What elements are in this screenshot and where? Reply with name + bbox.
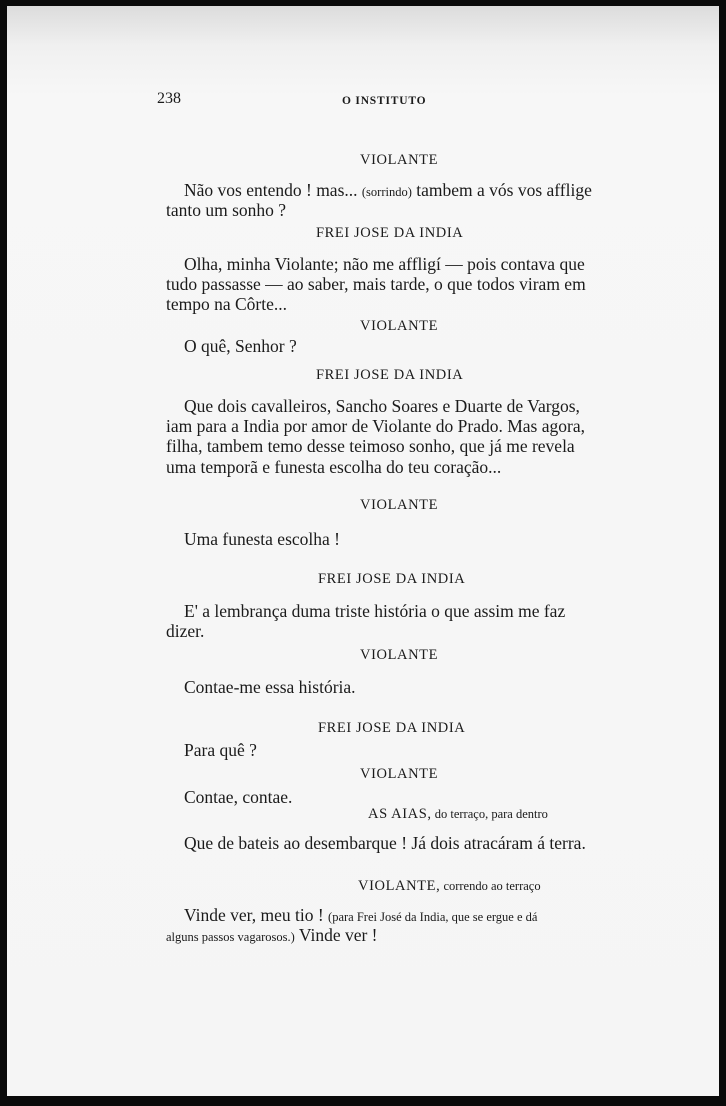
speaker-name: VIOLANTE, <box>358 878 441 894</box>
dialogue-line: O quê, Senhor ? <box>184 336 297 356</box>
dialogue-line: Uma funesta escolha ! <box>184 529 340 549</box>
speaker-name: FREI JOSE DA INDIA <box>318 571 466 587</box>
speaker-name: VIOLANTE <box>360 647 439 663</box>
speaker-name: FREI JOSE DA INDIA <box>318 720 466 736</box>
speaker-name: VIOLANTE <box>360 766 439 782</box>
dialogue-line: tanto um sonho ? <box>166 200 287 220</box>
speaker-name: VIOLANTE <box>360 497 439 513</box>
speaker-line <box>368 801 548 825</box>
dialogue-line: Que de bateis ao desembarque ! Já dois atracáram á terra. <box>184 833 586 853</box>
dialogue-line: dizer. <box>166 621 205 641</box>
dialogue-line: E' a lembrança duma triste história o que assim me faz <box>184 601 566 621</box>
stage-direction: do terraço, para dentro <box>431 807 548 821</box>
page-number: 238 <box>157 90 181 107</box>
dialogue-line: Contae-me essa história. <box>184 677 356 697</box>
speaker-name: FREI JOSE DA INDIA <box>316 367 464 383</box>
stage-direction: (para Frei José da India, que se ergue e dá <box>328 910 538 924</box>
dialogue-text: Vinde ver ! <box>294 925 378 945</box>
dialogue-line: uma temporã e funesta escolha do teu coração... <box>166 457 502 477</box>
speaker-name: VIOLANTE <box>360 318 439 334</box>
speaker-name: AS AIAS, <box>368 806 432 822</box>
dialogue-line: filha, tambem temo desse teimoso sonho, que já me revela <box>166 436 575 456</box>
speaker-name: FREI JOSE DA INDIA <box>316 225 464 241</box>
dialogue-text: tambem a vós vos afflige <box>411 180 592 200</box>
dialogue-line: Que dois cavalleiros, Sancho Soares e Duarte de Vargos, <box>184 396 580 416</box>
dialogue-line: Contae, contae. <box>184 787 293 807</box>
stage-direction: correndo ao terraço <box>440 879 541 893</box>
speaker-name: VIOLANTE <box>360 152 439 168</box>
dialogue-line: tudo passasse — ao saber, mais tarde, o que todos viram em <box>166 274 586 294</box>
stage-direction: (sorrindo) <box>361 185 412 199</box>
speaker-line <box>358 873 541 897</box>
dialogue-line <box>166 924 378 948</box>
stage-direction: alguns passos vagarosos.) <box>166 930 295 944</box>
dialogue-line: iam para a India por amor de Violante do Prado. Mas agora, <box>166 416 585 436</box>
running-title: O INSTITUTO <box>342 95 427 107</box>
book-page <box>7 6 719 1096</box>
dialogue-line: Para quê ? <box>184 740 257 760</box>
dialogue-line: tempo na Côrte... <box>166 294 288 314</box>
dialogue-line: Olha, minha Violante; não me affligí — pois contava que <box>184 254 585 274</box>
dialogue-text: Vinde ver, meu tio ! <box>184 905 329 925</box>
dialogue-text: Não vos entendo ! mas... <box>184 180 362 200</box>
